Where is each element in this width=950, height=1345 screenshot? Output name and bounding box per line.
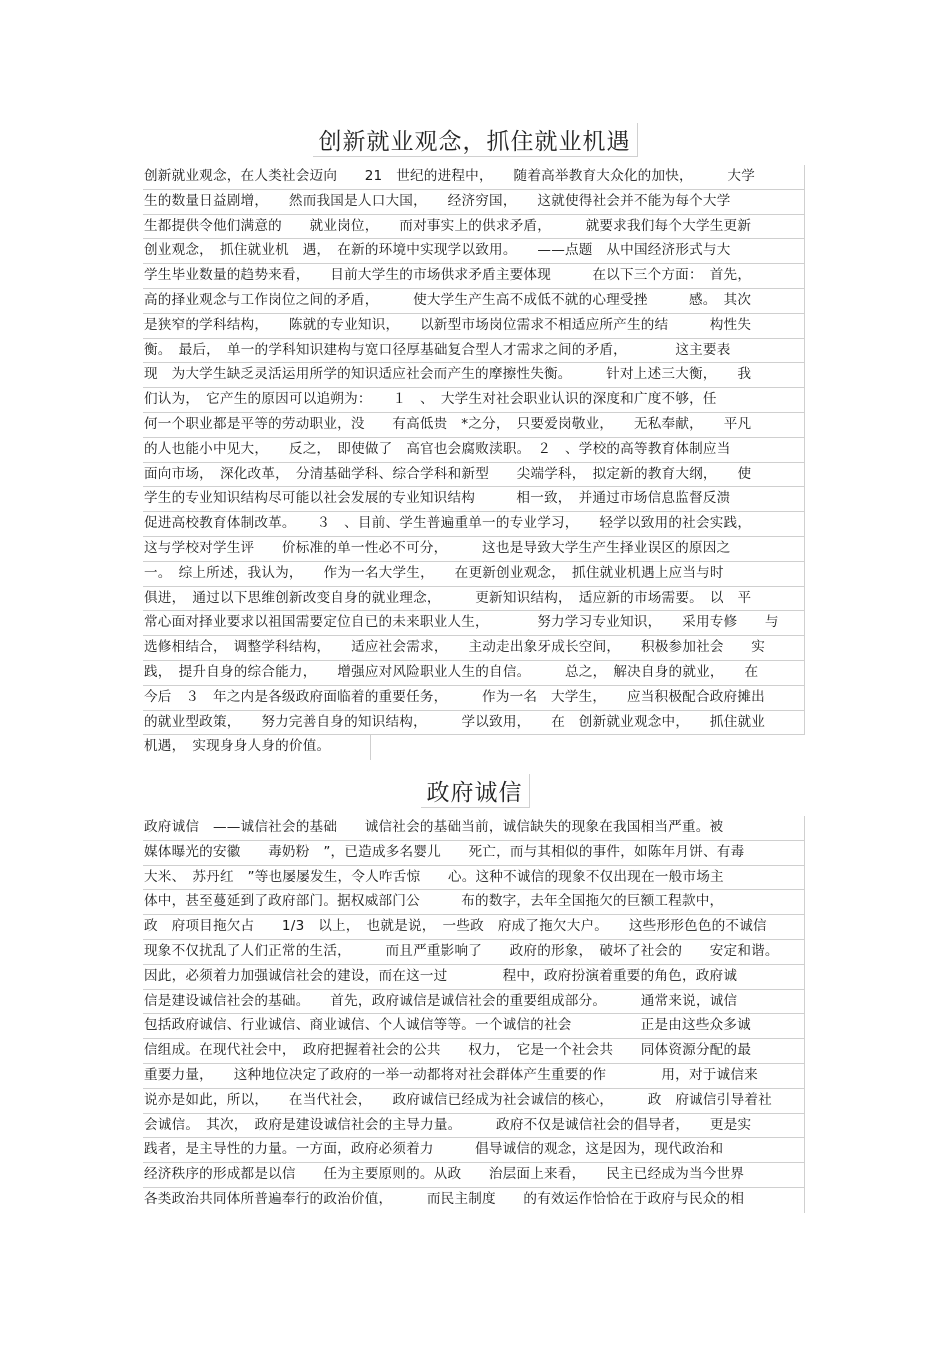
text-line: 经济秩序的形成都是以信 任为主要原则的。从政 治层面上来看， 民主已经成为当今世界 bbox=[143, 1163, 805, 1188]
text-line: 俱进， 通过以下思维创新改变自身的就业理念， 更新知识结构， 适应新的市场需要。 以 平 bbox=[143, 587, 805, 612]
text-line: 因此，必须着力加强诚信社会的建设，而在这一过 程中，政府扮演着重要的角色，政府诚 bbox=[143, 965, 805, 990]
section-title bbox=[0, 123, 950, 157]
text-line: 创业观念， 抓住就业机 遇， 在新的环境中实现学以致用。 ——点题 从中国经济形式与大 bbox=[143, 239, 805, 264]
text-line: 信是建设诚信社会的基础。 首先，政府诚信是诚信社会的重要组成部分。 通常来说，诚信 bbox=[143, 990, 805, 1015]
text-line: 机遇， 实现身身人身的价值。 bbox=[143, 735, 371, 760]
text-line: 何一个职业都是平等的劳动职业，没 有高低贵 *之分， 只要爱岗敬业， 无私奉献， 平凡 bbox=[143, 413, 805, 438]
text-line: 大米、 苏丹红 ”等也屡屡发生，令人咋舌惊 心。这种不诚信的现象不仅出现在一般市场主 bbox=[143, 866, 805, 891]
text-line: 衡。 最后， 单一的学科知识建构与宽口径厚基础复合型人才需求之间的矛盾， 这主要表 bbox=[143, 339, 805, 364]
text-line: 高的择业观念与工作岗位之间的矛盾， 使大学生产生高不成低不就的心理受挫 感。 其次 bbox=[143, 289, 805, 314]
text-line: 今后 ３ 年之内是各级政府面临着的重要任务， 作为一名 大学生， 应当积极配合政府摊出 bbox=[143, 686, 805, 711]
text-line: 面向市场， 深化改革， 分清基础学科、综合学科和新型 尖端学科， 拟定新的教育大纲， 使 bbox=[143, 463, 805, 488]
text-line: 政 府项目拖欠占 1/3 以上， 也就是说， 一些政 府成了拖欠大户。 这些形形色色的不诚信 bbox=[143, 915, 805, 940]
text-line: 践者，是主导性的力量。一方面，政府必须着力 倡导诚信的观念，这是因为，现代政治和 bbox=[143, 1138, 805, 1163]
text-line: 的就业型政策， 努力完善自身的知识结构， 学以致用， 在 创新就业观念中， 抓住就业 bbox=[143, 711, 805, 736]
text-line: 选修相结合， 调整学科结构， 适应社会需求， 主动走出象牙成长空间， 积极参加社会 实 bbox=[143, 636, 805, 661]
section-title bbox=[0, 774, 950, 808]
text-line: 的人也能小中见大， 反之， 即使做了 高官也会腐败渎职。 ２ 、学校的高等教育体制应当 bbox=[143, 438, 805, 463]
text-line: 现 为大学生缺乏灵活运用所学的知识适应社会而产生的摩擦性失衡。 针对上述三大衡， 我 bbox=[143, 363, 805, 388]
text-line: 媒体曝光的安徽 毒奶粉 ”，已造成多名婴儿 死亡，而与其相似的事件，如陈年月饼、有毒 bbox=[143, 841, 805, 866]
text-line: 是狭窄的学科结构， 陈就的专业知识， 以新型市场岗位需求不相适应所产生的结 构性失 bbox=[143, 314, 805, 339]
text-line: 体中，甚至蔓延到了政府部门。据权威部门公 布的数字，去年全国拖欠的巨额工程款中， bbox=[143, 890, 805, 915]
text-line: 创新就业观念，在人类社会迈向 21 世纪的进程中， 随着高举教育大众化的加快， 大学 bbox=[143, 165, 805, 190]
text-line: 这与学校对学生评 价标准的单一性必不可分， 这也是导致大学生产生择业误区的原因之 bbox=[143, 537, 805, 562]
text-line: 一。 综上所述，我认为， 作为一名大学生， 在更新创业观念， 抓住就业机遇上应当与时 bbox=[143, 562, 805, 587]
section-title-text: 政府诚信 bbox=[421, 774, 530, 808]
text-line: 政府诚信 ——诚信社会的基础 诚信社会的基础当前，诚信缺失的现象在我国相当严重。被 bbox=[143, 816, 805, 841]
text-line: 践， 提升自身的综合能力， 增强应对风险职业人生的自信。 总之， 解决自身的就业， 在 bbox=[143, 661, 805, 686]
text-line: 学生毕业数量的趋势来看， 目前大学生的市场供求矛盾主要体现 在以下三个方面： 首先， bbox=[143, 264, 805, 289]
text-line: 促进高校教育体制改革。 ３ 、目前、学生普遍重单一的专业学习， 轻学以致用的社会实践， bbox=[143, 512, 805, 537]
text-line: 生都提供令他们满意的 就业岗位， 而对事实上的供求矛盾， 就要求我们每个大学生更新 bbox=[143, 215, 805, 240]
text-line: 信组成。在现代社会中， 政府把握着社会的公共 权力， 它是一个社会共 同体资源分配的最 bbox=[143, 1039, 805, 1064]
text-line: 常心面对择业要求以祖国需要定位自已的未来职业人生， 努力学习专业知识， 采用专修 与 bbox=[143, 611, 805, 636]
text-line: 学生的专业知识结构尽可能以社会发展的专业知识结构 相一致， 并通过市场信息监督反溃 bbox=[143, 487, 805, 512]
text-line: 各类政治共同体所普遍奉行的政治价值， 而民主制度 的有效运作恰恰在于政府与民众的相 bbox=[143, 1188, 805, 1213]
text-line: 重要力量， 这种地位决定了政府的一举一动都将对社会群体产生重要的作 用，对于诚信来 bbox=[143, 1064, 805, 1089]
text-line: 们认为， 它产生的原因可以追朔为： １ 、 大学生对社会职业认识的深度和广度不够，任 bbox=[143, 388, 805, 413]
section-body-government-integrity bbox=[143, 816, 805, 1213]
text-line: 包括政府诚信、行业诚信、商业诚信、个人诚信等等。一个诚信的社会 正是由这些众多诚 bbox=[143, 1014, 805, 1039]
section-body-employment bbox=[143, 165, 805, 760]
text-line: 现象不仅扰乱了人们正常的生活， 而且严重影响了 政府的形象， 破坏了社会的 安定和谐。 bbox=[143, 940, 805, 965]
text-line: 说亦是如此，所以， 在当代社会， 政府诚信已经成为社会诚信的核心， 政 府诚信引导着社 bbox=[143, 1089, 805, 1114]
text-line: 生的数量日益剧增， 然而我国是人口大国， 经济穷国， 这就使得社会并不能为每个大学 bbox=[143, 190, 805, 215]
section-title-text: 创新就业观念，抓住就业机遇 bbox=[313, 123, 638, 157]
text-line: 会诚信。 其次， 政府是建设诚信社会的主导力量。 政府不仅是诚信社会的倡导者， 更是实 bbox=[143, 1114, 805, 1139]
